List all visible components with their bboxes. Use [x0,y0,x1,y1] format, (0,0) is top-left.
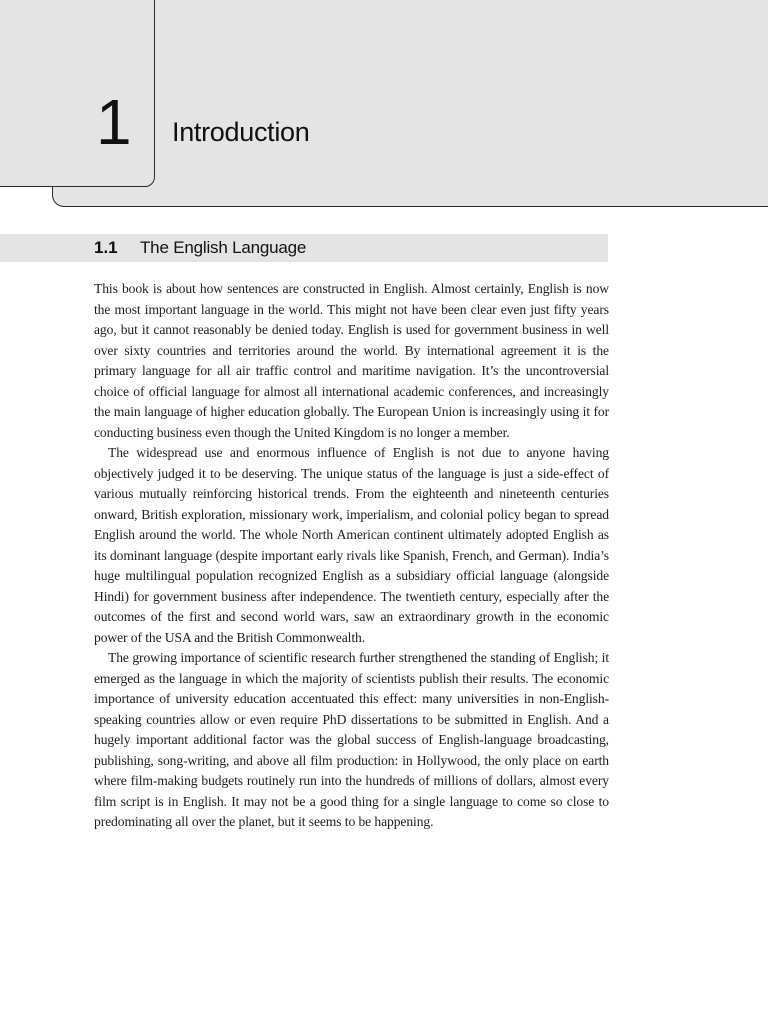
chapter-title: Introduction [172,117,310,147]
chapter-number-box [0,0,155,187]
chapter-header-panel [52,0,768,207]
paragraph-3: The growing importance of scientific research further strengthened the standing of English; it emerged as the language in which the majority of scientists publish their results. The economic importance of university education accentuated this effect: many universities in non-English-speaking countries allow or even require PhD dissertations to be submitted in English. And a hugely important additional factor was the global success of English-language broadcasting, publishing, song-writing, and above all film production: in Hollywood, the only place on earth where film-making budgets routinely run into the hundreds of millions of dollars, almost every film script is in English. It may not be a good thing for a single language to come so close to predominating all over the planet, but it seems to be happening. [94,650,609,829]
paragraph-2: The widespread use and enormous influence of English is not due to anyone having objectively judged it to be deserving. The unique status of the language is just a side-effect of various mutually reinforcing historical trends. From the eighteenth and nineteenth centuries onward, British exploration, missionary work, imperialism, and colonial policy began to spread English around the world. The whole North American continent ultimately adopted English as its dominant language (despite important early rivals like Spanish, French, and German). India’s huge multilingual population recognized English as a subsidiary official language (alongside Hindi) for government business after independence. The twentieth century, especially after the outcomes of the first and second world wars, saw an extraordinary growth in the economic power of the USA and the British Commonwealth. [94,445,609,645]
paragraph-1: This book is about how sentences are constructed in English. Almost certainly, English is now the most important language in the world. This might not have been clear even just fifty years ago, but it cannot reasonably be denied today. English is used for government business in well over sixty countries and territories around the world. By international agreement it is the primary language for all air traffic control and maritime navigation. It’s the uncontroversial choice of official language for almost all international academic conferences, and increasingly the main language of higher education globally. The European Union is increasingly using it for conducting business even though the United Kingdom is no longer a member. [94,281,609,440]
section-number: 1.1 [94,238,118,257]
chapter-number: 1 [96,86,132,158]
section-title: The English Language [140,238,307,257]
body-text [94,279,609,833]
